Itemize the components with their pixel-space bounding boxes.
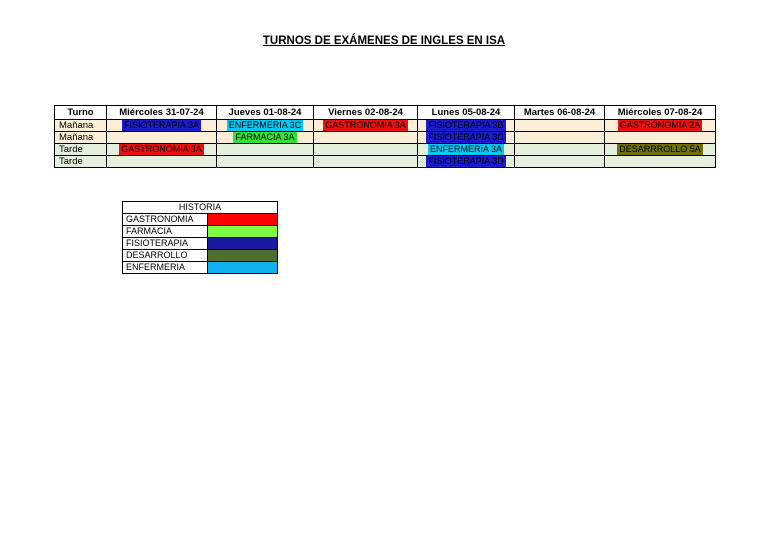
legend-row bbox=[123, 238, 278, 250]
day-header: Viernes 02-08-24 bbox=[314, 106, 418, 120]
schedule-cell bbox=[217, 156, 314, 168]
legend-swatch bbox=[208, 238, 278, 250]
schedule-cell bbox=[605, 156, 716, 168]
legend-label: DESARROLLO bbox=[123, 250, 208, 262]
exam-tag: GASTRONOMIA 3A bbox=[121, 144, 202, 154]
schedule-cell bbox=[107, 144, 217, 156]
legend-swatch bbox=[208, 226, 278, 238]
page-title: TURNOS DE EXÁMENES DE INGLES EN ISA bbox=[262, 35, 506, 47]
schedule-header-row bbox=[55, 106, 716, 120]
schedule-row bbox=[55, 156, 716, 168]
legend-row bbox=[123, 250, 278, 262]
schedule-cell bbox=[217, 120, 314, 132]
legend-header-row bbox=[123, 202, 278, 214]
schedule-cell bbox=[515, 144, 605, 156]
turno-cell: Mañana bbox=[55, 132, 107, 144]
legend-row bbox=[123, 226, 278, 238]
turno-cell: Tarde bbox=[55, 144, 107, 156]
exam-tag: GASTRONOMIA 2A bbox=[619, 120, 701, 130]
schedule-cell bbox=[418, 156, 515, 168]
schedule-row bbox=[55, 132, 716, 144]
legend-swatch bbox=[208, 214, 278, 226]
exam-tag: FISIOTERAPIA 3D bbox=[428, 156, 504, 166]
legend-header: HISTORIA bbox=[123, 202, 278, 214]
exam-tag: FARMACIA 3A bbox=[235, 132, 295, 142]
legend-label: FARMACIA bbox=[123, 226, 208, 238]
schedule-cell bbox=[418, 144, 515, 156]
legend-table bbox=[122, 201, 278, 274]
day-header: Martes 06-08-24 bbox=[515, 106, 605, 120]
schedule-cell bbox=[107, 156, 217, 168]
exam-tag: GASTRONOMIA 3A bbox=[325, 120, 406, 130]
legend-label: ENFERMERIA bbox=[123, 262, 208, 274]
legend-label: GASTRONOMIA bbox=[123, 214, 208, 226]
schedule-cell bbox=[605, 132, 716, 144]
exam-tag: ENFERMERIA 3A bbox=[429, 144, 503, 154]
day-header: Miércoles 31-07-24 bbox=[107, 106, 217, 120]
schedule-cell bbox=[107, 120, 217, 132]
schedule-cell bbox=[515, 132, 605, 144]
turno-cell: Tarde bbox=[55, 156, 107, 168]
schedule-cell bbox=[314, 120, 418, 132]
exam-tag: FISIOTERAPIA 3A bbox=[123, 120, 200, 130]
exam-tag: DESARRROLLO 5A bbox=[619, 144, 701, 154]
schedule-cell bbox=[314, 132, 418, 144]
day-header: Jueves 01-08-24 bbox=[217, 106, 314, 120]
legend-label: FISIOTERAPIA bbox=[123, 238, 208, 250]
schedule-cell bbox=[418, 132, 515, 144]
schedule-cell bbox=[314, 144, 418, 156]
schedule-cell bbox=[515, 156, 605, 168]
legend-swatch bbox=[208, 250, 278, 262]
schedule-cell bbox=[217, 132, 314, 144]
schedule-table bbox=[54, 105, 716, 168]
exam-tag: FISIOTERAPIA 3B bbox=[428, 120, 504, 130]
schedule-cell bbox=[107, 132, 217, 144]
schedule-cell bbox=[314, 156, 418, 168]
legend-row bbox=[123, 214, 278, 226]
turno-header: Turno bbox=[55, 106, 107, 120]
schedule-cell bbox=[217, 144, 314, 156]
turno-cell: Mañana bbox=[55, 120, 107, 132]
exam-tag: FISIOTERAPIA 3C bbox=[428, 132, 504, 142]
schedule-row bbox=[55, 120, 716, 132]
schedule-cell bbox=[418, 120, 515, 132]
exam-tag: ENFERMERIA 3C bbox=[228, 120, 302, 130]
schedule-cell bbox=[515, 120, 605, 132]
legend-row bbox=[123, 262, 278, 274]
legend-swatch bbox=[208, 262, 278, 274]
schedule-cell bbox=[605, 144, 716, 156]
schedule-cell bbox=[605, 120, 716, 132]
day-header: Miércoles 07-08-24 bbox=[605, 106, 716, 120]
day-header: Lunes 05-08-24 bbox=[418, 106, 515, 120]
schedule-row bbox=[55, 144, 716, 156]
